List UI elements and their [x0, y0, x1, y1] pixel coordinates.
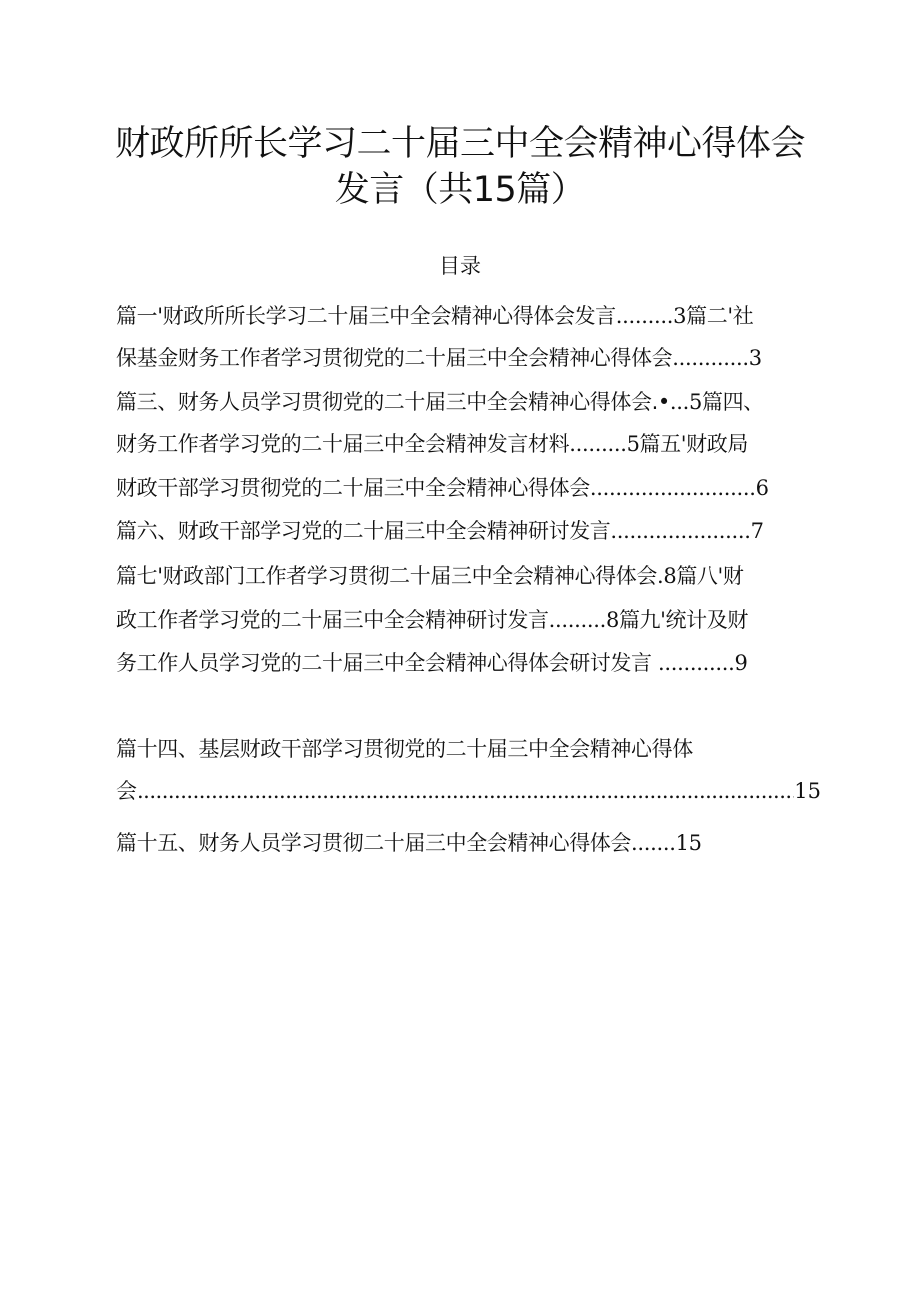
toc-page-number: 5篇五'财政局 [626, 432, 748, 456]
toc-entry-14[interactable] [116, 734, 693, 764]
toc-entry-1[interactable] [116, 301, 753, 331]
document-title-line-2: 发言（共15篇） [334, 170, 586, 210]
toc-leader-dots [137, 776, 794, 806]
toc-entry-text: 财政干部学习贯彻党的二十届三中全会精神心得体会 [116, 476, 590, 500]
toc-leader-dots: ....... [631, 831, 676, 855]
toc-leader-dots: ... [669, 390, 690, 414]
toc-page-number: 8篇八'财 [663, 564, 744, 588]
toc-entry-15[interactable] [116, 828, 702, 858]
toc-entry-text: 篇十五、财务人员学习贯彻二十届三中全会精神心得体会 [116, 831, 631, 855]
document-title-line-1: 财政所所长学习二十届三中全会精神心得体会 [114, 124, 805, 164]
toc-entry-text: 会 [116, 779, 137, 803]
toc-page-number: 3篇二'社 [673, 304, 754, 328]
toc-page-number: 3 [748, 346, 762, 370]
toc-entry-5[interactable] [116, 473, 769, 503]
toc-entry-text: 保基金财务工作者学习贯彻党的二十届三中全会精神心得体会 [116, 346, 673, 370]
toc-leader-dots: ............ [651, 651, 735, 675]
toc-heading: 目录 [439, 254, 481, 278]
toc-entry-9[interactable] [116, 648, 747, 678]
toc-page-number: 7 [750, 519, 764, 543]
toc-entry-14-continuation[interactable] [116, 776, 821, 806]
toc-entry-text: 篇三、财务人员学习贯彻党的二十届三中全会精神心得体会.• [116, 390, 670, 414]
toc-leader-dots: ......... [569, 432, 627, 456]
toc-entry-7[interactable] [116, 561, 744, 591]
toc-leader-dots: ...................... [610, 519, 751, 543]
toc-leader-dots: ............ [672, 346, 749, 370]
toc-leader-dots: ......... [615, 304, 674, 328]
toc-entry-text: 政工作者学习党的二十届三中全会精神研讨发言 [116, 608, 549, 632]
toc-leader-dots: ......... [548, 608, 606, 632]
toc-entry-2[interactable] [116, 343, 762, 373]
toc-entry-text: 篇十四、基层财政干部学习贯彻党的二十届三中全会精神心得体 [116, 737, 693, 761]
toc-leader-dots: . [656, 564, 664, 588]
toc-page-number: 6 [755, 476, 769, 500]
toc-entry-text: 务工作人员学习党的二十届三中全会精神心得体会研讨发言 [116, 651, 652, 675]
toc-page-number: 15 [794, 779, 821, 803]
toc-entry-6[interactable] [116, 516, 764, 546]
toc-page-number: 15 [675, 831, 702, 855]
toc-entry-text: 财务工作者学习党的二十届三中全会精神发言材料 [116, 432, 570, 456]
toc-entry-3[interactable] [116, 387, 764, 417]
toc-entry-text: 篇六、财政干部学习党的二十届三中全会精神研讨发言 [116, 519, 611, 543]
toc-page-number: 8篇九'统计及财 [606, 608, 748, 632]
toc-entry-8[interactable] [116, 605, 748, 635]
toc-entry-text: 篇一'财政所所长学习二十届三中全会精神心得体会发言 [116, 304, 616, 328]
toc-entry-4[interactable] [116, 429, 748, 459]
toc-page-number: 9 [734, 651, 748, 675]
toc-leader-dots: .......................... [589, 476, 756, 500]
toc-page-number: 5篇四、 [689, 390, 764, 414]
toc-entry-text: 篇七'财政部门工作者学习贯彻二十届三中全会精神心得体会 [116, 564, 657, 588]
